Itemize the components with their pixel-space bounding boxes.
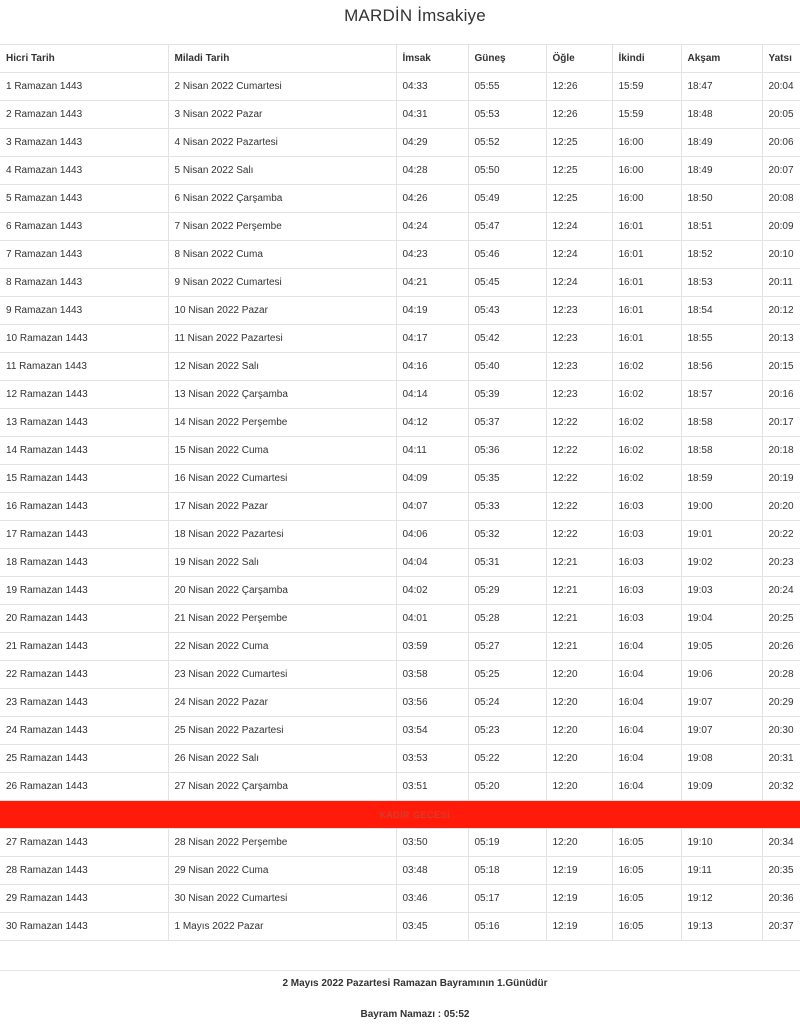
cell-yatsi: 20:35: [762, 857, 800, 885]
table-row: [0, 577, 800, 605]
cell-ogle: 12:22: [546, 521, 612, 549]
cell-gunes: 05:40: [468, 353, 546, 381]
cell-imsak: 04:09: [396, 465, 468, 493]
cell-ogle: 12:20: [546, 829, 612, 857]
cell-yatsi: 20:04: [762, 73, 800, 101]
cell-ogle: 12:19: [546, 885, 612, 913]
cell-imsak: 04:07: [396, 493, 468, 521]
cell-ogle: 12:20: [546, 745, 612, 773]
cell-ogle: 12:21: [546, 577, 612, 605]
table-row: [0, 157, 800, 185]
cell-aksam: 19:12: [681, 885, 762, 913]
table-row: [0, 101, 800, 129]
cell-aksam: 19:05: [681, 633, 762, 661]
cell-yatsi: 20:13: [762, 325, 800, 353]
cell-ikindi: 16:03: [612, 549, 681, 577]
cell-miladi-tarih: 15 Nisan 2022 Cuma: [168, 437, 396, 465]
cell-yatsi: 20:08: [762, 185, 800, 213]
cell-aksam: 19:07: [681, 717, 762, 745]
cell-miladi-tarih: 21 Nisan 2022 Perşembe: [168, 605, 396, 633]
cell-aksam: 18:55: [681, 325, 762, 353]
cell-ogle: 12:21: [546, 633, 612, 661]
cell-ogle: 12:19: [546, 857, 612, 885]
table-row: [0, 73, 800, 101]
cell-yatsi: 20:30: [762, 717, 800, 745]
cell-hicri-tarih: 1 Ramazan 1443: [0, 73, 168, 101]
cell-yatsi: 20:17: [762, 409, 800, 437]
cell-miladi-tarih: 14 Nisan 2022 Perşembe: [168, 409, 396, 437]
cell-ogle: 12:23: [546, 381, 612, 409]
cell-aksam: 18:59: [681, 465, 762, 493]
cell-miladi-tarih: 16 Nisan 2022 Cumartesi: [168, 465, 396, 493]
cell-imsak: 04:23: [396, 241, 468, 269]
table-row: [0, 269, 800, 297]
cell-aksam: 18:52: [681, 241, 762, 269]
cell-hicri-tarih: 9 Ramazan 1443: [0, 297, 168, 325]
cell-yatsi: 20:07: [762, 157, 800, 185]
cell-ogle: 12:26: [546, 73, 612, 101]
cell-ikindi: 16:01: [612, 241, 681, 269]
cell-yatsi: 20:25: [762, 605, 800, 633]
table-row: [0, 381, 800, 409]
cell-ikindi: 16:05: [612, 857, 681, 885]
cell-aksam: 18:51: [681, 213, 762, 241]
table-row: [0, 633, 800, 661]
cell-gunes: 05:29: [468, 577, 546, 605]
cell-imsak: 04:11: [396, 437, 468, 465]
cell-miladi-tarih: 13 Nisan 2022 Çarşamba: [168, 381, 396, 409]
cell-aksam: 18:54: [681, 297, 762, 325]
table-row: [0, 465, 800, 493]
cell-imsak: 03:51: [396, 773, 468, 801]
cell-hicri-tarih: 10 Ramazan 1443: [0, 325, 168, 353]
cell-ogle: 12:21: [546, 605, 612, 633]
cell-hicri-tarih: 18 Ramazan 1443: [0, 549, 168, 577]
cell-imsak: 03:58: [396, 661, 468, 689]
page-title: MARDİN İmsakiye: [344, 6, 486, 25]
cell-ikindi: 16:01: [612, 325, 681, 353]
cell-ikindi: 16:01: [612, 269, 681, 297]
cell-miladi-tarih: 22 Nisan 2022 Cuma: [168, 633, 396, 661]
cell-gunes: 05:16: [468, 913, 546, 941]
cell-ikindi: 16:02: [612, 381, 681, 409]
cell-aksam: 18:56: [681, 353, 762, 381]
cell-aksam: 19:08: [681, 745, 762, 773]
cell-ikindi: 16:04: [612, 773, 681, 801]
cell-aksam: 19:11: [681, 857, 762, 885]
header-ikindi: İkindi: [612, 45, 681, 73]
cell-aksam: 18:50: [681, 185, 762, 213]
cell-aksam: 19:10: [681, 829, 762, 857]
cell-yatsi: 20:19: [762, 465, 800, 493]
cell-imsak: 04:26: [396, 185, 468, 213]
cell-miladi-tarih: 7 Nisan 2022 Perşembe: [168, 213, 396, 241]
cell-ikindi: 16:00: [612, 129, 681, 157]
cell-gunes: 05:47: [468, 213, 546, 241]
table-row: [0, 605, 800, 633]
table-row: [0, 521, 800, 549]
cell-hicri-tarih: 23 Ramazan 1443: [0, 689, 168, 717]
cell-yatsi: 20:24: [762, 577, 800, 605]
cell-gunes: 05:28: [468, 605, 546, 633]
cell-hicri-tarih: 2 Ramazan 1443: [0, 101, 168, 129]
cell-ikindi: 15:59: [612, 101, 681, 129]
cell-yatsi: 20:16: [762, 381, 800, 409]
footer-divider: [0, 970, 800, 971]
header-yatsi: Yatsı: [762, 45, 800, 73]
cell-miladi-tarih: 4 Nisan 2022 Pazartesi: [168, 129, 396, 157]
cell-imsak: 03:50: [396, 829, 468, 857]
cell-miladi-tarih: 28 Nisan 2022 Perşembe: [168, 829, 396, 857]
cell-aksam: 19:06: [681, 661, 762, 689]
table-row: [0, 297, 800, 325]
cell-yatsi: 20:20: [762, 493, 800, 521]
cell-yatsi: 20:29: [762, 689, 800, 717]
header-imsak: İmsak: [396, 45, 468, 73]
cell-imsak: 04:02: [396, 577, 468, 605]
table-row: [0, 325, 800, 353]
cell-gunes: 05:24: [468, 689, 546, 717]
table-row: [0, 353, 800, 381]
cell-yatsi: 20:09: [762, 213, 800, 241]
table-row: [0, 241, 800, 269]
cell-gunes: 05:42: [468, 325, 546, 353]
cell-miladi-tarih: 9 Nisan 2022 Cumartesi: [168, 269, 396, 297]
cell-ikindi: 16:02: [612, 409, 681, 437]
cell-aksam: 18:49: [681, 157, 762, 185]
cell-imsak: 04:31: [396, 101, 468, 129]
table-row: [0, 493, 800, 521]
cell-ikindi: 16:05: [612, 885, 681, 913]
cell-imsak: 04:17: [396, 325, 468, 353]
cell-aksam: 19:07: [681, 689, 762, 717]
bayram-namazi: Bayram Namazı : 05:52: [360, 1009, 470, 1020]
cell-yatsi: 20:34: [762, 829, 800, 857]
header-miladi-tarih: Miladi Tarih: [168, 45, 396, 73]
cell-hicri-tarih: 15 Ramazan 1443: [0, 465, 168, 493]
table-row: [0, 829, 800, 857]
cell-hicri-tarih: 13 Ramazan 1443: [0, 409, 168, 437]
table-row: [0, 745, 800, 773]
table-row: [0, 213, 800, 241]
cell-yatsi: 20:18: [762, 437, 800, 465]
cell-aksam: 19:09: [681, 773, 762, 801]
cell-ikindi: 16:05: [612, 913, 681, 941]
cell-imsak: 04:06: [396, 521, 468, 549]
cell-gunes: 05:25: [468, 661, 546, 689]
table-row: [0, 661, 800, 689]
table-row: [0, 885, 800, 913]
cell-gunes: 05:20: [468, 773, 546, 801]
cell-yatsi: 20:15: [762, 353, 800, 381]
header-hicri-tarih: Hicri Tarih: [0, 45, 168, 73]
cell-miladi-tarih: 20 Nisan 2022 Çarşamba: [168, 577, 396, 605]
cell-miladi-tarih: 11 Nisan 2022 Pazartesi: [168, 325, 396, 353]
cell-imsak: 04:24: [396, 213, 468, 241]
cell-ikindi: 16:00: [612, 185, 681, 213]
cell-miladi-tarih: 24 Nisan 2022 Pazar: [168, 689, 396, 717]
cell-ogle: 12:22: [546, 465, 612, 493]
cell-ogle: 12:24: [546, 213, 612, 241]
cell-aksam: 19:01: [681, 521, 762, 549]
table-row: [0, 717, 800, 745]
cell-hicri-tarih: 20 Ramazan 1443: [0, 605, 168, 633]
table-row: [0, 857, 800, 885]
cell-aksam: 19:13: [681, 913, 762, 941]
cell-ikindi: 16:04: [612, 717, 681, 745]
cell-yatsi: 20:31: [762, 745, 800, 773]
cell-hicri-tarih: 26 Ramazan 1443: [0, 773, 168, 801]
cell-yatsi: 20:37: [762, 913, 800, 941]
cell-yatsi: 20:22: [762, 521, 800, 549]
cell-aksam: 18:58: [681, 409, 762, 437]
cell-aksam: 18:48: [681, 101, 762, 129]
cell-hicri-tarih: 30 Ramazan 1443: [0, 913, 168, 941]
cell-aksam: 18:58: [681, 437, 762, 465]
table-row: [0, 437, 800, 465]
cell-aksam: 19:04: [681, 605, 762, 633]
cell-miladi-tarih: 12 Nisan 2022 Salı: [168, 353, 396, 381]
cell-hicri-tarih: 7 Ramazan 1443: [0, 241, 168, 269]
cell-ikindi: 16:03: [612, 493, 681, 521]
header-gunes: Güneş: [468, 45, 546, 73]
cell-ikindi: 16:04: [612, 689, 681, 717]
cell-miladi-tarih: 18 Nisan 2022 Pazartesi: [168, 521, 396, 549]
cell-miladi-tarih: 17 Nisan 2022 Pazar: [168, 493, 396, 521]
cell-hicri-tarih: 21 Ramazan 1443: [0, 633, 168, 661]
cell-imsak: 04:12: [396, 409, 468, 437]
cell-hicri-tarih: 6 Ramazan 1443: [0, 213, 168, 241]
cell-ikindi: 16:03: [612, 521, 681, 549]
cell-miladi-tarih: 19 Nisan 2022 Salı: [168, 549, 396, 577]
cell-aksam: 18:49: [681, 129, 762, 157]
cell-ikindi: 16:04: [612, 633, 681, 661]
cell-gunes: 05:53: [468, 101, 546, 129]
cell-gunes: 05:23: [468, 717, 546, 745]
cell-yatsi: 20:32: [762, 773, 800, 801]
cell-imsak: 03:53: [396, 745, 468, 773]
cell-gunes: 05:35: [468, 465, 546, 493]
cell-gunes: 05:46: [468, 241, 546, 269]
cell-imsak: 03:48: [396, 857, 468, 885]
cell-imsak: 03:54: [396, 717, 468, 745]
cell-ogle: 12:26: [546, 101, 612, 129]
cell-ikindi: 16:03: [612, 605, 681, 633]
cell-miladi-tarih: 1 Mayıs 2022 Pazar: [168, 913, 396, 941]
cell-miladi-tarih: 23 Nisan 2022 Cumartesi: [168, 661, 396, 689]
cell-hicri-tarih: 24 Ramazan 1443: [0, 717, 168, 745]
cell-miladi-tarih: 27 Nisan 2022 Çarşamba: [168, 773, 396, 801]
cell-ikindi: 16:04: [612, 745, 681, 773]
cell-ogle: 12:20: [546, 661, 612, 689]
cell-hicri-tarih: 3 Ramazan 1443: [0, 129, 168, 157]
cell-miladi-tarih: 10 Nisan 2022 Pazar: [168, 297, 396, 325]
cell-yatsi: 20:28: [762, 661, 800, 689]
cell-miladi-tarih: 29 Nisan 2022 Cuma: [168, 857, 396, 885]
cell-ogle: 12:20: [546, 689, 612, 717]
cell-yatsi: 20:11: [762, 269, 800, 297]
cell-miladi-tarih: 5 Nisan 2022 Salı: [168, 157, 396, 185]
cell-gunes: 05:18: [468, 857, 546, 885]
cell-gunes: 05:33: [468, 493, 546, 521]
cell-imsak: 04:16: [396, 353, 468, 381]
kadir-gecesi-label: KADİR GECESİ: [0, 801, 800, 829]
cell-ikindi: 16:02: [612, 353, 681, 381]
cell-miladi-tarih: 30 Nisan 2022 Cumartesi: [168, 885, 396, 913]
cell-gunes: 05:50: [468, 157, 546, 185]
cell-hicri-tarih: 8 Ramazan 1443: [0, 269, 168, 297]
cell-gunes: 05:52: [468, 129, 546, 157]
cell-ikindi: 16:05: [612, 829, 681, 857]
cell-imsak: 04:04: [396, 549, 468, 577]
cell-ogle: 12:20: [546, 773, 612, 801]
cell-gunes: 05:49: [468, 185, 546, 213]
cell-ikindi: 16:01: [612, 213, 681, 241]
cell-ikindi: 16:02: [612, 437, 681, 465]
cell-hicri-tarih: 19 Ramazan 1443: [0, 577, 168, 605]
cell-hicri-tarih: 22 Ramazan 1443: [0, 661, 168, 689]
cell-ikindi: 16:03: [612, 577, 681, 605]
cell-miladi-tarih: 6 Nisan 2022 Çarşamba: [168, 185, 396, 213]
cell-hicri-tarih: 4 Ramazan 1443: [0, 157, 168, 185]
cell-ogle: 12:23: [546, 353, 612, 381]
cell-imsak: 04:21: [396, 269, 468, 297]
header-aksam: Akşam: [681, 45, 762, 73]
cell-yatsi: 20:06: [762, 129, 800, 157]
cell-ikindi: 16:00: [612, 157, 681, 185]
cell-yatsi: 20:26: [762, 633, 800, 661]
cell-hicri-tarih: 12 Ramazan 1443: [0, 381, 168, 409]
cell-miladi-tarih: 8 Nisan 2022 Cuma: [168, 241, 396, 269]
table-row: [0, 549, 800, 577]
cell-aksam: 18:47: [681, 73, 762, 101]
table-header-row: [0, 45, 800, 73]
cell-hicri-tarih: 17 Ramazan 1443: [0, 521, 168, 549]
bayram-note: 2 Mayıs 2022 Pazartesi Ramazan Bayramının 1.Günüdür: [282, 978, 548, 989]
cell-imsak: 04:19: [396, 297, 468, 325]
cell-yatsi: 20:36: [762, 885, 800, 913]
cell-aksam: 19:02: [681, 549, 762, 577]
cell-ogle: 12:22: [546, 437, 612, 465]
cell-ikindi: 16:01: [612, 297, 681, 325]
cell-ogle: 12:23: [546, 297, 612, 325]
imsakiye-table: [0, 44, 800, 941]
table-row: [0, 689, 800, 717]
kadir-gecesi-row: [0, 801, 800, 829]
cell-hicri-tarih: 5 Ramazan 1443: [0, 185, 168, 213]
cell-yatsi: 20:23: [762, 549, 800, 577]
table-row: [0, 409, 800, 437]
cell-imsak: 03:45: [396, 913, 468, 941]
cell-imsak: 04:01: [396, 605, 468, 633]
cell-ogle: 12:24: [546, 269, 612, 297]
cell-gunes: 05:39: [468, 381, 546, 409]
cell-imsak: 04:33: [396, 73, 468, 101]
table-row: [0, 185, 800, 213]
cell-hicri-tarih: 28 Ramazan 1443: [0, 857, 168, 885]
cell-yatsi: 20:10: [762, 241, 800, 269]
cell-gunes: 05:19: [468, 829, 546, 857]
cell-imsak: 03:59: [396, 633, 468, 661]
cell-hicri-tarih: 27 Ramazan 1443: [0, 829, 168, 857]
cell-gunes: 05:37: [468, 409, 546, 437]
cell-hicri-tarih: 29 Ramazan 1443: [0, 885, 168, 913]
cell-aksam: 19:00: [681, 493, 762, 521]
cell-miladi-tarih: 25 Nisan 2022 Pazartesi: [168, 717, 396, 745]
cell-imsak: 04:28: [396, 157, 468, 185]
cell-ogle: 12:25: [546, 157, 612, 185]
cell-gunes: 05:27: [468, 633, 546, 661]
cell-ogle: 12:25: [546, 185, 612, 213]
cell-ikindi: 15:59: [612, 73, 681, 101]
cell-gunes: 05:55: [468, 73, 546, 101]
cell-aksam: 18:57: [681, 381, 762, 409]
cell-gunes: 05:17: [468, 885, 546, 913]
table-row: [0, 129, 800, 157]
cell-gunes: 05:36: [468, 437, 546, 465]
cell-ogle: 12:21: [546, 549, 612, 577]
cell-imsak: 03:56: [396, 689, 468, 717]
cell-hicri-tarih: 11 Ramazan 1443: [0, 353, 168, 381]
header-ogle: Öğle: [546, 45, 612, 73]
cell-ogle: 12:19: [546, 913, 612, 941]
cell-ogle: 12:23: [546, 325, 612, 353]
cell-imsak: 04:14: [396, 381, 468, 409]
cell-gunes: 05:45: [468, 269, 546, 297]
cell-ogle: 12:20: [546, 717, 612, 745]
cell-gunes: 05:32: [468, 521, 546, 549]
cell-miladi-tarih: 26 Nisan 2022 Salı: [168, 745, 396, 773]
table-row: [0, 773, 800, 801]
cell-aksam: 18:53: [681, 269, 762, 297]
cell-hicri-tarih: 25 Ramazan 1443: [0, 745, 168, 773]
cell-ogle: 12:22: [546, 493, 612, 521]
table-row: [0, 913, 800, 941]
cell-hicri-tarih: 14 Ramazan 1443: [0, 437, 168, 465]
cell-yatsi: 20:05: [762, 101, 800, 129]
cell-hicri-tarih: 16 Ramazan 1443: [0, 493, 168, 521]
cell-ogle: 12:24: [546, 241, 612, 269]
cell-ikindi: 16:02: [612, 465, 681, 493]
cell-aksam: 19:03: [681, 577, 762, 605]
cell-yatsi: 20:12: [762, 297, 800, 325]
cell-gunes: 05:43: [468, 297, 546, 325]
cell-miladi-tarih: 2 Nisan 2022 Cumartesi: [168, 73, 396, 101]
cell-ogle: 12:25: [546, 129, 612, 157]
cell-gunes: 05:31: [468, 549, 546, 577]
cell-imsak: 04:29: [396, 129, 468, 157]
cell-ogle: 12:22: [546, 409, 612, 437]
cell-miladi-tarih: 3 Nisan 2022 Pazar: [168, 101, 396, 129]
cell-imsak: 03:46: [396, 885, 468, 913]
cell-gunes: 05:22: [468, 745, 546, 773]
cell-ikindi: 16:04: [612, 661, 681, 689]
